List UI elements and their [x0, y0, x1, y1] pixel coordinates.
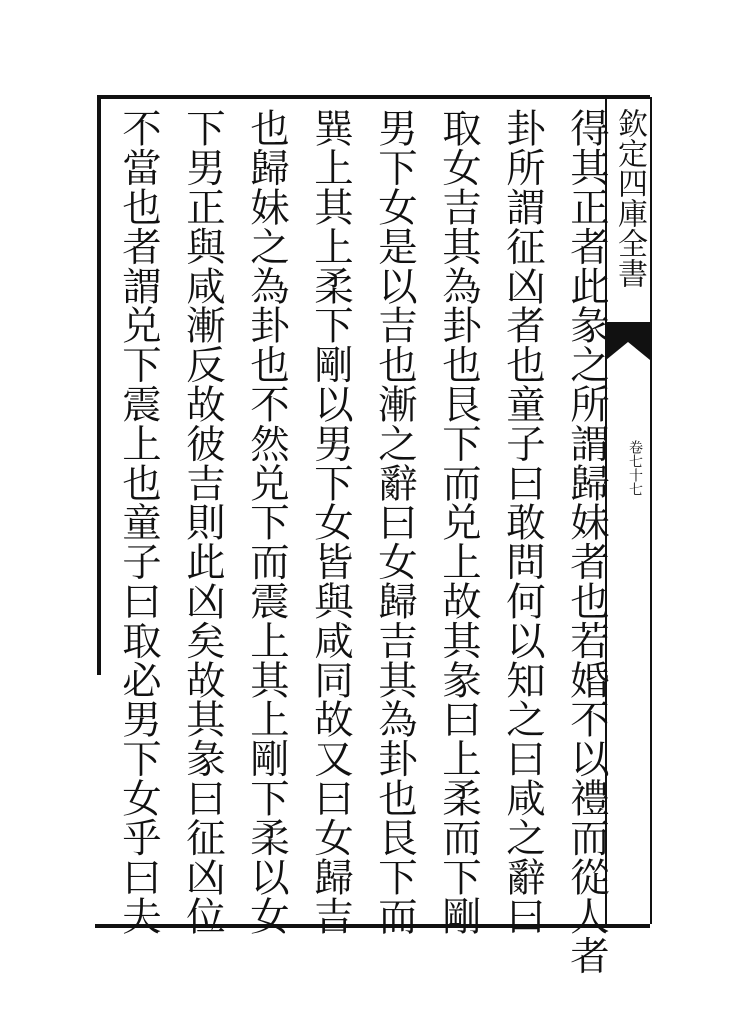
- margin-volume-label: 卷七十七: [627, 440, 643, 496]
- left-border: [97, 95, 101, 675]
- text-column-1: 得其正者此彖之所謂歸妹者也若婚不以禮而從人者: [564, 108, 610, 975]
- text-column-6: 也歸妹之為卦也不然兑下而震上其上剛下柔以女: [244, 108, 290, 936]
- margin-book-title: 欽定四庫全書: [612, 108, 647, 288]
- text-column-5: 巽上其上柔下剛以男下女皆與咸同故又曰女歸吉: [308, 108, 354, 936]
- text-column-7: 下男正與咸漸反故彼吉則此凶矣故其彖曰征凶位: [180, 108, 226, 936]
- text-column-8: 不當也者謂兑下震上也童子曰取必男下女乎曰夫: [116, 108, 162, 936]
- gutter-line-outer: [650, 97, 652, 924]
- fish-tail-mark: [604, 320, 652, 380]
- text-column-2: 卦所謂征凶者也童子曰敢問何以知之曰咸之辭曰: [500, 108, 546, 936]
- text-column-3: 取女吉其為卦也艮下而兑上故其彖曰上柔而下剛: [436, 108, 482, 936]
- text-column-4: 男下女是以吉也漸之辭曰女歸吉其為卦也艮下而: [372, 108, 418, 936]
- top-border: [100, 95, 650, 99]
